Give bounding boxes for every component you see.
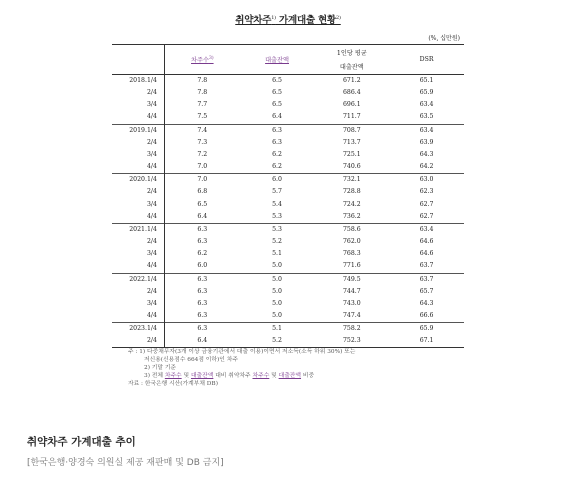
dsr-cell: 67.1 <box>389 335 464 348</box>
avg-balance-cell: 724.2 <box>342 200 361 208</box>
loan-balance-cell: 6.5 <box>240 75 315 88</box>
note-1: 주 : 1) 다중채무자(3개 이상 금융기관에서 대출 이용)이면서 저소득(소득 하위 30%) 또는 <box>128 349 356 356</box>
avg-balance-cell: 744.7 <box>342 287 361 295</box>
table-row <box>112 223 464 236</box>
loan-balance-cell: 5.0 <box>272 311 282 319</box>
borrowers-cell: 6.5 <box>197 200 208 208</box>
avg-balance-cell: 713.7 <box>342 138 361 146</box>
borrowers-cell: 6.2 <box>197 250 208 258</box>
period-cell: 3/4 <box>112 149 164 161</box>
photo-credit: [한국은행·양경숙 의원실 제공 재판매 및 DB 금지] <box>27 458 224 468</box>
dsr-cell: 64.6 <box>419 250 434 258</box>
borrowers-cell: 7.4 <box>164 124 239 137</box>
dsr-cell: 64.3 <box>419 150 434 158</box>
dsr-cell: 63.4 <box>419 101 434 109</box>
unit-label: (%, 십만원) <box>428 35 460 42</box>
dsr-cell: 64.6 <box>419 238 434 246</box>
borrowers-cell: 6.0 <box>197 262 208 270</box>
header-borrowers-footnote: 3) <box>208 55 214 61</box>
title-part-1: 취약차주 <box>235 15 272 26</box>
table-row <box>112 286 464 298</box>
avg-balance-cell: 686.4 <box>342 89 361 97</box>
dsr-cell: 64.3 <box>419 299 434 307</box>
period-cell: 2/4 <box>112 137 164 149</box>
avg-balance-cell: 696.1 <box>342 101 361 109</box>
period-cell: 2019.1/4 <box>112 124 164 137</box>
period-cell: 4/4 <box>112 310 164 323</box>
header-borrowers-label: 차주수 <box>191 57 209 64</box>
loan-balance-cell: 6.5 <box>272 101 282 109</box>
period-cell: 2022.1/4 <box>112 273 164 286</box>
dsr-cell: 62.7 <box>419 200 434 208</box>
period-cell: 2/4 <box>112 186 164 198</box>
note-3 <box>128 373 464 381</box>
dsr-cell: 65.1 <box>389 75 464 88</box>
loan-balance-cell: 5.0 <box>272 262 282 270</box>
borrowers-cell: 7.2 <box>197 150 208 158</box>
note-1-cont: 저신용(신용점수 664점 이하)인 차주 <box>144 357 238 364</box>
note-source: 자료 : 한국은행 시산(가계부채 DB) <box>128 380 218 387</box>
header-loan-balance: 대출잔액 <box>240 45 315 75</box>
loan-balance-cell: 6.3 <box>240 124 315 137</box>
table-row <box>112 248 464 260</box>
title-part-2: 가계대출 현황 <box>275 15 336 26</box>
avg-balance-cell: 758.6 <box>314 223 389 236</box>
borrowers-cell: 7.5 <box>197 113 208 121</box>
note-2: 2) 기말 기준 <box>144 365 177 372</box>
table-row <box>112 298 464 310</box>
table-row <box>112 335 464 348</box>
note-3-borrowers: 차주수 <box>164 372 182 379</box>
title-footnote-1: 1) <box>271 14 276 21</box>
loan-balance-cell: 5.1 <box>240 323 315 336</box>
borrowers-cell: 6.3 <box>164 223 239 236</box>
dsr-cell: 63.5 <box>419 113 434 121</box>
header-avg-line2: 대출잔액 <box>339 64 364 71</box>
note-3-balance: 대출잔액 <box>190 372 214 379</box>
table-row <box>112 161 464 174</box>
table-row <box>112 260 464 273</box>
avg-balance-cell: 711.7 <box>342 113 361 121</box>
header-avg-balance <box>314 45 389 75</box>
period-cell: 3/4 <box>112 248 164 260</box>
avg-balance-cell: 747.4 <box>342 311 361 319</box>
loan-balance-cell: 6.2 <box>272 163 282 171</box>
loan-balance-cell: 6.2 <box>272 150 282 158</box>
table-row <box>112 211 464 224</box>
loan-balance-cell: 5.4 <box>272 200 282 208</box>
period-cell: 2020.1/4 <box>112 174 164 187</box>
dsr-cell: 63.4 <box>389 223 464 236</box>
note-3-and-2: 및 <box>269 372 279 379</box>
loan-balance-cell: 5.2 <box>272 238 282 246</box>
period-cell: 4/4 <box>112 111 164 124</box>
borrowers-cell: 6.3 <box>197 299 208 307</box>
loan-balance-cell: 5.0 <box>240 273 315 286</box>
period-cell: 2023.1/4 <box>112 323 164 336</box>
loan-balance-cell: 5.0 <box>272 299 282 307</box>
avg-balance-cell: 762.0 <box>342 238 361 246</box>
note-3-post: 비중 <box>301 372 315 379</box>
dsr-cell: 63.7 <box>419 262 434 270</box>
dsr-cell: 63.9 <box>419 138 434 146</box>
period-cell: 2021.1/4 <box>112 223 164 236</box>
dsr-cell: 64.2 <box>419 163 434 171</box>
avg-balance-cell: 736.2 <box>342 212 361 220</box>
loan-balance-cell: 5.1 <box>272 250 282 258</box>
loan-balance-cell: 5.0 <box>272 287 282 295</box>
header-dsr: DSR <box>389 45 464 75</box>
table-row <box>112 199 464 211</box>
borrowers-cell: 6.4 <box>164 335 239 348</box>
period-cell: 4/4 <box>112 260 164 273</box>
borrowers-cell: 7.0 <box>164 174 239 187</box>
period-cell: 4/4 <box>112 211 164 224</box>
loan-balance-cell: 5.3 <box>272 212 282 220</box>
table-row <box>112 273 464 286</box>
borrowers-cell: 6.4 <box>197 212 208 220</box>
loan-balance-cell: 6.0 <box>240 174 315 187</box>
period-cell: 2/4 <box>112 335 164 348</box>
borrowers-cell: 6.8 <box>197 188 208 196</box>
borrowers-cell: 7.0 <box>197 163 208 171</box>
dsr-cell: 66.6 <box>419 311 434 319</box>
avg-balance-cell: 743.0 <box>342 299 361 307</box>
dsr-cell: 62.7 <box>419 212 434 220</box>
header-borrowers <box>164 45 239 75</box>
table-row <box>112 149 464 161</box>
borrowers-cell: 6.3 <box>164 273 239 286</box>
period-cell: 3/4 <box>112 199 164 211</box>
borrowers-cell: 7.8 <box>197 89 208 97</box>
table-row <box>112 124 464 137</box>
title-footnote-2: 2) <box>336 14 341 21</box>
dsr-cell: 63.0 <box>389 174 464 187</box>
dsr-cell: 63.7 <box>389 273 464 286</box>
borrowers-cell: 7.7 <box>197 101 208 109</box>
table-row <box>112 186 464 198</box>
period-cell: 3/4 <box>112 298 164 310</box>
avg-balance-cell: 752.3 <box>314 335 389 348</box>
table-row <box>112 111 464 124</box>
table-row <box>112 75 464 88</box>
note-3-borrowers-2: 차주수 <box>252 372 270 379</box>
period-cell: 2/4 <box>112 286 164 298</box>
table-row <box>112 137 464 149</box>
period-cell: 2018.1/4 <box>112 75 164 88</box>
table-row <box>112 87 464 99</box>
table-row <box>112 323 464 336</box>
table-body <box>112 75 464 348</box>
dsr-cell: 62.3 <box>419 188 434 196</box>
loan-balance-cell: 5.3 <box>240 223 315 236</box>
period-cell: 4/4 <box>112 161 164 174</box>
loan-balance-cell: 6.5 <box>272 89 282 97</box>
note-3-mid: 대비 취약차주 <box>213 372 253 379</box>
period-cell: 2/4 <box>112 236 164 248</box>
dsr-cell: 65.7 <box>419 287 434 295</box>
loan-balance-cell: 5.2 <box>240 335 315 348</box>
borrowers-cell: 7.8 <box>164 75 239 88</box>
header-period <box>112 45 164 75</box>
avg-balance-cell: 725.1 <box>342 150 361 158</box>
table-title <box>112 12 464 26</box>
loan-balance-cell: 6.3 <box>272 138 282 146</box>
note-3-pre: 3) 전체 <box>144 372 165 379</box>
loan-balance-cell: 5.7 <box>272 188 282 196</box>
debt-table <box>112 44 464 348</box>
avg-balance-cell: 771.6 <box>342 262 361 270</box>
avg-balance-cell: 749.5 <box>314 273 389 286</box>
table-row <box>112 236 464 248</box>
period-cell: 2/4 <box>112 87 164 99</box>
article-caption: 취약차주 가계대출 추이 <box>27 436 136 448</box>
avg-balance-cell: 768.3 <box>342 250 361 258</box>
dsr-cell: 63.4 <box>389 124 464 137</box>
table-row <box>112 174 464 187</box>
document-table-image <box>112 12 464 388</box>
borrowers-cell: 7.3 <box>197 138 208 146</box>
dsr-cell: 65.9 <box>419 89 434 97</box>
period-cell: 3/4 <box>112 99 164 111</box>
borrowers-cell: 6.3 <box>197 238 208 246</box>
table-notes <box>112 349 464 388</box>
table-row <box>112 310 464 323</box>
table-header-row <box>112 45 464 75</box>
avg-balance-cell: 740.6 <box>342 163 361 171</box>
borrowers-cell: 6.3 <box>197 311 208 319</box>
avg-balance-cell: 758.2 <box>314 323 389 336</box>
avg-balance-cell: 728.8 <box>342 188 361 196</box>
avg-balance-cell: 671.2 <box>314 75 389 88</box>
table-row <box>112 99 464 111</box>
avg-balance-cell: 708.7 <box>314 124 389 137</box>
borrowers-cell: 6.3 <box>197 287 208 295</box>
note-3-balance-2: 대출잔액 <box>278 372 302 379</box>
note-3-and-1: 및 <box>181 372 191 379</box>
borrowers-cell: 6.3 <box>164 323 239 336</box>
loan-balance-cell: 6.4 <box>272 113 282 121</box>
header-avg-line1: 1인당 평균 <box>336 50 367 57</box>
dsr-cell: 65.9 <box>389 323 464 336</box>
avg-balance-cell: 732.1 <box>314 174 389 187</box>
